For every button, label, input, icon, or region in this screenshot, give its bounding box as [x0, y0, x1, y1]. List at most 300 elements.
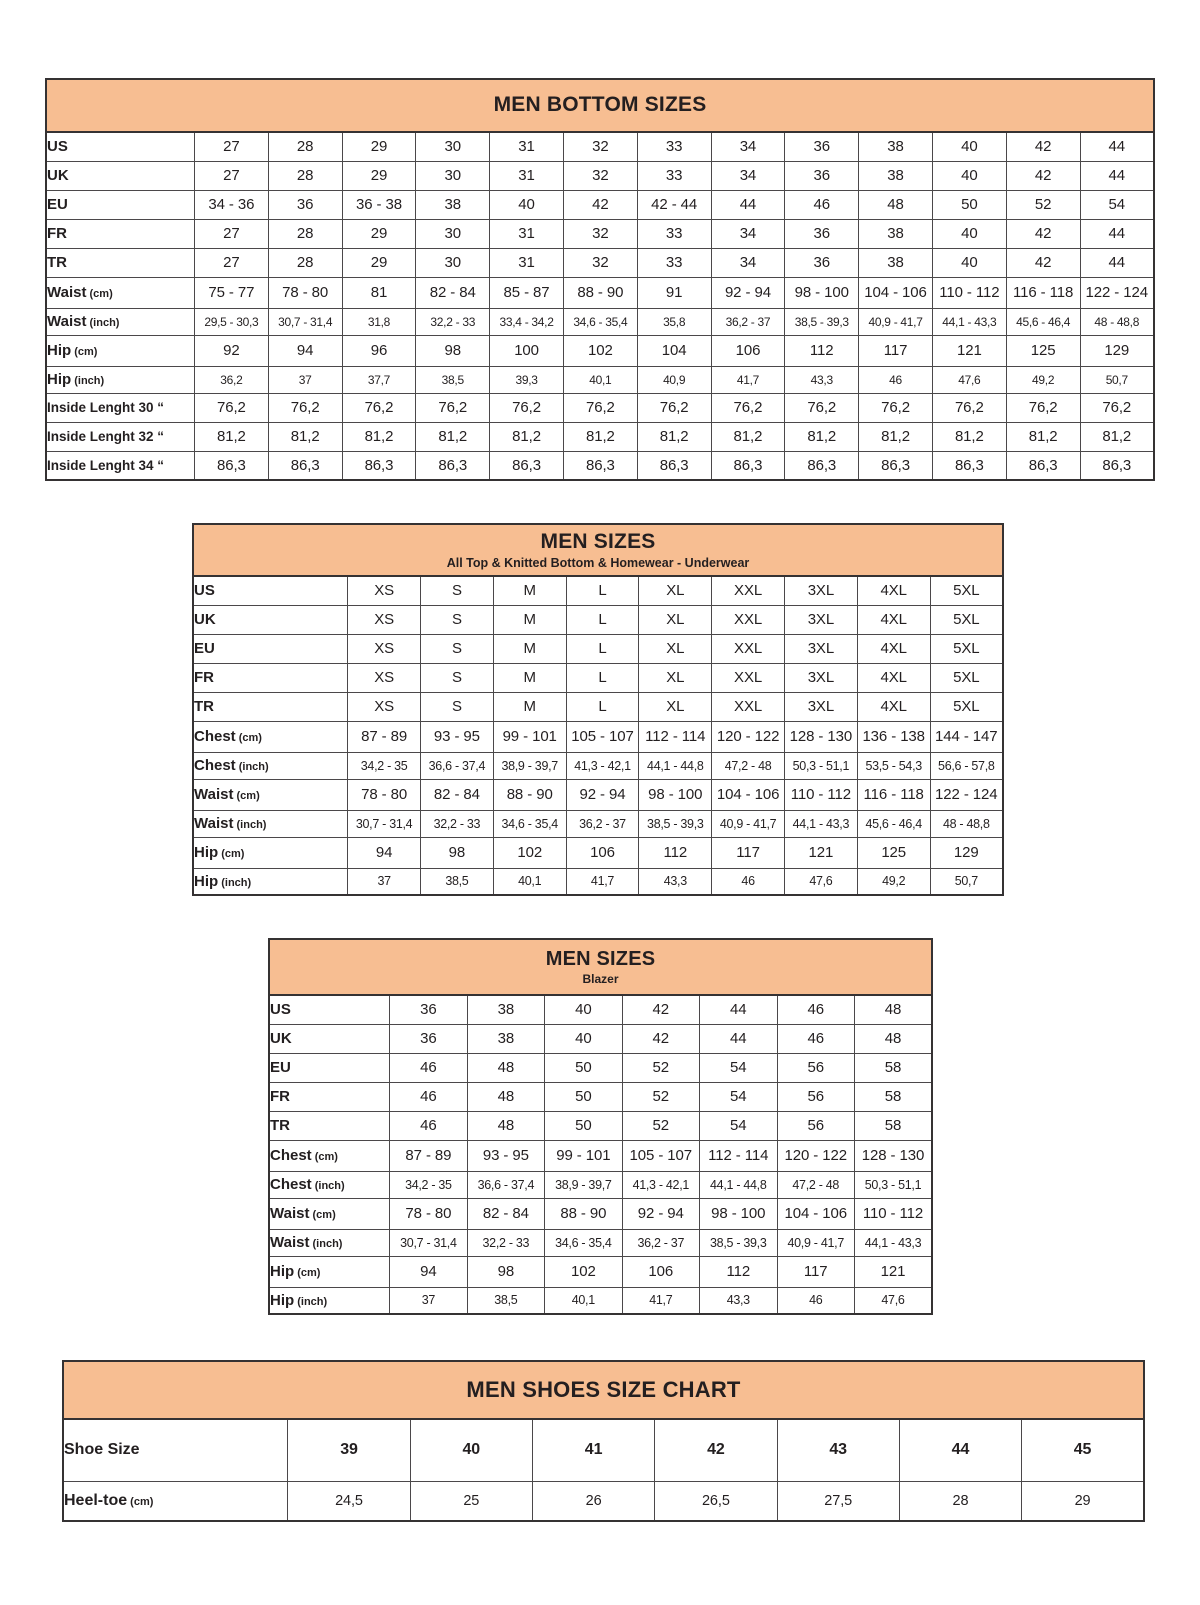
- table-row-group: [193, 605, 1003, 634]
- table-cell: 49,2: [1006, 366, 1080, 393]
- table-row: [193, 576, 1003, 605]
- table-cell: 100: [490, 335, 564, 366]
- row-label-text: TR: [270, 1117, 290, 1134]
- table-cell: 86,3: [637, 451, 711, 480]
- table-cell: 36,2: [194, 366, 268, 393]
- table-cell: 34 - 36: [194, 190, 268, 219]
- row-label: [269, 1111, 390, 1140]
- table-cell: 44,1 - 43,3: [932, 308, 1006, 335]
- table-cell: 129: [930, 837, 1003, 868]
- table-cell: 41: [532, 1419, 654, 1481]
- table-row-group: [46, 451, 1154, 480]
- table-cell: S: [421, 692, 494, 721]
- row-label: [46, 335, 194, 366]
- table-row-group: [269, 1053, 932, 1082]
- table-cell: 112: [785, 335, 859, 366]
- table-cell: 38,5: [416, 366, 490, 393]
- table-cell: 46: [390, 1053, 467, 1082]
- row-label: [193, 837, 348, 868]
- table-cell: 3XL: [784, 634, 857, 663]
- row-label: [193, 692, 348, 721]
- row-label: [46, 190, 194, 219]
- table-cell: 106: [711, 335, 785, 366]
- table-cell: 92 - 94: [711, 277, 785, 308]
- table-cell: 86,3: [563, 451, 637, 480]
- table-cell: 50,7: [1080, 366, 1154, 393]
- table-cell: XS: [348, 605, 421, 634]
- table-cell: 37: [390, 1287, 467, 1314]
- row-unit-label: (cm): [311, 1151, 338, 1163]
- table-cell: 81,2: [785, 422, 859, 451]
- table-cell: 47,2 - 48: [712, 752, 785, 779]
- table-cell: 86,3: [859, 451, 933, 480]
- table-cell: 3XL: [784, 576, 857, 605]
- table-cell: 46: [859, 366, 933, 393]
- table-cell: 86,3: [490, 451, 564, 480]
- table-cell: 99 - 101: [493, 721, 566, 752]
- row-label-text: FR: [270, 1088, 290, 1105]
- table-cell: 29,5 - 30,3: [194, 308, 268, 335]
- table-cell: XXL: [712, 576, 785, 605]
- row-label: [269, 1053, 390, 1082]
- table-cell: 82 - 84: [416, 277, 490, 308]
- table-cell: 76,2: [416, 393, 490, 422]
- row-label-text: Waist: [47, 284, 87, 301]
- section-men-shoes-size-chart: [62, 1360, 1145, 1522]
- table-cell: 38: [859, 219, 933, 248]
- table-cell: 29: [342, 248, 416, 277]
- table-cell: L: [566, 605, 639, 634]
- table-row: [193, 752, 1003, 779]
- table-row: [46, 161, 1154, 190]
- table-cell: 86,3: [416, 451, 490, 480]
- table-cell: 42: [622, 1024, 699, 1053]
- row-label: [46, 161, 194, 190]
- table-cell: 43: [777, 1419, 899, 1481]
- table-cell: 38: [467, 1024, 544, 1053]
- table-cell: 38,5: [421, 868, 494, 895]
- table-header-band: [269, 939, 932, 995]
- table-row-group: [193, 576, 1003, 605]
- row-label-text: UK: [194, 611, 216, 628]
- row-unit-label: (cm): [127, 1495, 154, 1508]
- table-cell: 102: [563, 335, 637, 366]
- table-cell: 116 - 118: [857, 779, 930, 810]
- table-cell: 40,9 - 41,7: [859, 308, 933, 335]
- table-cell: 120 - 122: [712, 721, 785, 752]
- table-cell: 44: [1080, 161, 1154, 190]
- table-cell: 38,5: [467, 1287, 544, 1314]
- table-cell: 88 - 90: [563, 277, 637, 308]
- row-unit-label: (inch): [309, 1238, 343, 1250]
- table-header-band: [193, 524, 1003, 576]
- table-row: [63, 1481, 1144, 1521]
- table-title: MEN SIZES: [540, 530, 656, 554]
- table-cell: 112: [639, 837, 712, 868]
- row-label: [269, 1256, 390, 1287]
- table-cell: XL: [639, 576, 712, 605]
- table-cell: 34,6 - 35,4: [493, 810, 566, 837]
- table-row-group: [269, 1198, 932, 1256]
- table-cell: 47,6: [854, 1287, 932, 1314]
- table-cell: 86,3: [342, 451, 416, 480]
- table-row: [46, 335, 1154, 366]
- table-row-group: [63, 1419, 1144, 1481]
- row-label-text: Heel-toe: [64, 1491, 128, 1509]
- table-cell: 40: [545, 995, 622, 1024]
- table-row: [46, 366, 1154, 393]
- table-cell: 46: [390, 1082, 467, 1111]
- row-label-text: TR: [194, 698, 214, 715]
- row-unit-label: (inch): [311, 1180, 345, 1192]
- table-cell: 48 - 48,8: [930, 810, 1003, 837]
- table-row: [269, 1256, 932, 1287]
- table-cell: 81,2: [1080, 422, 1154, 451]
- table-cell: 54: [700, 1082, 777, 1111]
- table-cell: 40,9 - 41,7: [712, 810, 785, 837]
- row-unit-label: (cm): [294, 1267, 321, 1279]
- row-label: [46, 422, 194, 451]
- table-cell: 46: [712, 868, 785, 895]
- table-cell: 28: [899, 1481, 1021, 1521]
- table-row-group: [46, 190, 1154, 219]
- table-cell: 48: [467, 1111, 544, 1140]
- table-cell: 31: [490, 248, 564, 277]
- table-cell: XXL: [712, 663, 785, 692]
- table-cell: 76,2: [268, 393, 342, 422]
- table-cell: 47,2 - 48: [777, 1171, 854, 1198]
- table-row: [269, 995, 932, 1024]
- table-cell: 4XL: [857, 576, 930, 605]
- table-cell: 82 - 84: [421, 779, 494, 810]
- table-cell: 33: [637, 132, 711, 161]
- row-unit-label: (inch): [233, 819, 267, 831]
- table-cell: 27: [194, 132, 268, 161]
- table-row: [193, 692, 1003, 721]
- table-cell: 102: [493, 837, 566, 868]
- table-cell: 5XL: [930, 576, 1003, 605]
- row-label-text: FR: [194, 669, 214, 686]
- table-cell: 33: [637, 219, 711, 248]
- table-row: [46, 190, 1154, 219]
- row-unit-label: (cm): [235, 732, 262, 744]
- row-unit-label: (cm): [309, 1209, 336, 1221]
- table-cell: 88 - 90: [493, 779, 566, 810]
- table-cell: M: [493, 663, 566, 692]
- table-cell: 85 - 87: [490, 277, 564, 308]
- table-cell: 81,2: [268, 422, 342, 451]
- table-row-group: [193, 779, 1003, 837]
- table-cell: 42 - 44: [637, 190, 711, 219]
- row-label: [46, 277, 194, 308]
- table-cell: 78 - 80: [390, 1198, 467, 1229]
- table-cell: 76,2: [932, 393, 1006, 422]
- row-label-text: Hip: [194, 844, 219, 861]
- table-cell: 30: [416, 132, 490, 161]
- table-cell: 54: [700, 1053, 777, 1082]
- table-cell: 48: [859, 190, 933, 219]
- table-cell: 136 - 138: [857, 721, 930, 752]
- row-label: [193, 868, 348, 895]
- row-unit-label: (inch): [218, 876, 252, 889]
- table-row: [193, 605, 1003, 634]
- row-unit-label: (cm): [71, 346, 98, 358]
- row-label-text: Waist: [270, 1205, 310, 1222]
- row-label: [193, 663, 348, 692]
- row-label-text: TR: [47, 254, 67, 271]
- table-cell: 29: [1022, 1481, 1144, 1521]
- table-cell: 92 - 94: [622, 1198, 699, 1229]
- row-unit-label: (inch): [71, 375, 105, 387]
- table-cell: 86,3: [194, 451, 268, 480]
- table-cell: 28: [268, 219, 342, 248]
- table-cell: 36: [785, 161, 859, 190]
- table-cell: 96: [342, 335, 416, 366]
- table-cell: 3XL: [784, 663, 857, 692]
- table-cell: S: [421, 663, 494, 692]
- table-row: [46, 132, 1154, 161]
- row-label: [269, 1171, 390, 1198]
- table-cell: 48 - 48,8: [1080, 308, 1154, 335]
- table-cell: 53,5 - 54,3: [857, 752, 930, 779]
- table-row-group: [193, 663, 1003, 692]
- table-cell: 93 - 95: [467, 1140, 544, 1171]
- table-cell: 30: [416, 219, 490, 248]
- table-cell: 106: [566, 837, 639, 868]
- table-cell: 47,6: [784, 868, 857, 895]
- table-cell: 94: [348, 837, 421, 868]
- table-row-group: [269, 1024, 932, 1053]
- table-cell: 37: [348, 868, 421, 895]
- table-cell: 4XL: [857, 605, 930, 634]
- table-cell: 41,3 - 42,1: [566, 752, 639, 779]
- table-cell: 34: [711, 219, 785, 248]
- table-row-group: [269, 1140, 932, 1198]
- table-cell: 46: [777, 1287, 854, 1314]
- table-row: [269, 1229, 932, 1256]
- row-label-text: Waist: [270, 1234, 310, 1251]
- table-cell: 38,9 - 39,7: [493, 752, 566, 779]
- table-cell: 82 - 84: [467, 1198, 544, 1229]
- table-cell: 110 - 112: [854, 1198, 932, 1229]
- table-cell: 81,2: [194, 422, 268, 451]
- table-cell: 3XL: [784, 605, 857, 634]
- table-cell: L: [566, 634, 639, 663]
- table-cell: 42: [1006, 248, 1080, 277]
- table-cell: 46: [777, 1024, 854, 1053]
- table-cell: 105 - 107: [566, 721, 639, 752]
- table-row-group: [46, 219, 1154, 248]
- table-cell: 32,2 - 33: [421, 810, 494, 837]
- section-men-sizes-blazer: [268, 938, 933, 1315]
- table-subtitle: All Top & Knitted Bottom & Homewear - Underwear: [446, 555, 750, 570]
- table-cell: 44: [1080, 248, 1154, 277]
- table-cell: 30,7 - 31,4: [268, 308, 342, 335]
- table-cell: 76,2: [490, 393, 564, 422]
- table-cell: 52: [1006, 190, 1080, 219]
- table-cell: 56: [777, 1082, 854, 1111]
- row-label: [269, 1229, 390, 1256]
- table-cell: 117: [777, 1256, 854, 1287]
- row-label-text: US: [194, 582, 215, 600]
- table-cell: L: [566, 692, 639, 721]
- table-cell: 122 - 124: [930, 779, 1003, 810]
- table-cell: 29: [342, 161, 416, 190]
- table-cell: 86,3: [1080, 451, 1154, 480]
- table-cell: 81,2: [711, 422, 785, 451]
- table-cell: 104: [637, 335, 711, 366]
- table-cell: M: [493, 692, 566, 721]
- table-cell: 121: [932, 335, 1006, 366]
- row-label: [46, 308, 194, 335]
- table-cell: 33: [637, 161, 711, 190]
- table-cell: 81,2: [342, 422, 416, 451]
- table-cell: 31: [490, 219, 564, 248]
- table-cell: L: [566, 663, 639, 692]
- table-cell: 76,2: [563, 393, 637, 422]
- table-cell: 76,2: [1080, 393, 1154, 422]
- table-cell: 45: [1022, 1419, 1144, 1481]
- table-cell: 36,2 - 37: [566, 810, 639, 837]
- table-cell: 76,2: [859, 393, 933, 422]
- table-cell: 76,2: [342, 393, 416, 422]
- table-cell: 34,2 - 35: [348, 752, 421, 779]
- table-row: [46, 248, 1154, 277]
- table-cell: S: [421, 634, 494, 663]
- table-cell: 93 - 95: [421, 721, 494, 752]
- table-cell: 31: [490, 161, 564, 190]
- table-cell: 4XL: [857, 663, 930, 692]
- table-cell: 86,3: [785, 451, 859, 480]
- table-cell: 56: [777, 1111, 854, 1140]
- row-label-text: Inside Lenght 34 “: [47, 457, 165, 473]
- row-label: [269, 1024, 390, 1053]
- table-cell: 5XL: [930, 634, 1003, 663]
- table-cell: 102: [545, 1256, 622, 1287]
- table-cell: 91: [637, 277, 711, 308]
- row-label: [269, 1287, 390, 1314]
- table-cell: 121: [854, 1256, 932, 1287]
- table-cell: 81,2: [637, 422, 711, 451]
- row-label-text: UK: [270, 1030, 292, 1047]
- table-cell: 29: [342, 219, 416, 248]
- table-cell: 144 - 147: [930, 721, 1003, 752]
- table-cell: 27: [194, 219, 268, 248]
- table-cell: 48: [854, 1024, 932, 1053]
- table-cell: 34: [711, 161, 785, 190]
- table-cell: 78 - 80: [268, 277, 342, 308]
- table-cell: 75 - 77: [194, 277, 268, 308]
- table-cell: 46: [390, 1111, 467, 1140]
- table-cell: 27,5: [777, 1481, 899, 1521]
- table-cell: 40: [932, 248, 1006, 277]
- table-cell: 50,7: [930, 868, 1003, 895]
- table-cell: 50,3 - 51,1: [784, 752, 857, 779]
- table-cell: 49,2: [857, 868, 930, 895]
- table-cell: 56,6 - 57,8: [930, 752, 1003, 779]
- table-row: [63, 1419, 1144, 1481]
- table-row-group: [269, 1256, 932, 1314]
- row-label-text: EU: [270, 1059, 291, 1076]
- table-cell: 40,9 - 41,7: [777, 1229, 854, 1256]
- table-cell: 56: [777, 1053, 854, 1082]
- table-cell: 81,2: [490, 422, 564, 451]
- row-label-text: US: [270, 1001, 291, 1019]
- table-cell: 32: [563, 248, 637, 277]
- row-label-text: Chest: [270, 1176, 312, 1193]
- table-cell: 35,8: [637, 308, 711, 335]
- table-cell: 112 - 114: [639, 721, 712, 752]
- table-cell: 44,1 - 43,3: [784, 810, 857, 837]
- table-row-group: [193, 692, 1003, 721]
- table-cell: 48: [854, 995, 932, 1024]
- table-cell: 41,3 - 42,1: [622, 1171, 699, 1198]
- table-cell: 128 - 130: [854, 1140, 932, 1171]
- table-cell: 40,9: [637, 366, 711, 393]
- table-cell: 122 - 124: [1080, 277, 1154, 308]
- table-cell: 86,3: [268, 451, 342, 480]
- table-cell: 36,2 - 37: [711, 308, 785, 335]
- table-cell: 81,2: [563, 422, 637, 451]
- table-cell: 3XL: [784, 692, 857, 721]
- table-cell: XS: [348, 663, 421, 692]
- table-cell: 52: [622, 1053, 699, 1082]
- table-cell: 40: [410, 1419, 532, 1481]
- table-cell: 92: [194, 335, 268, 366]
- table-cell: 87 - 89: [348, 721, 421, 752]
- table-cell: 54: [1080, 190, 1154, 219]
- table-cell: 42: [622, 995, 699, 1024]
- table-cell: 81,2: [1006, 422, 1080, 451]
- row-label: [46, 451, 194, 480]
- table-cell: XXL: [712, 692, 785, 721]
- table-row: [46, 393, 1154, 422]
- table-cell: 28: [268, 132, 342, 161]
- row-unit-label: (inch): [294, 1295, 328, 1308]
- table-cell: 58: [854, 1053, 932, 1082]
- table-cell: XXL: [712, 634, 785, 663]
- table-cell: 34: [711, 248, 785, 277]
- row-label-text: Hip: [270, 1291, 295, 1309]
- table-cell: 31: [490, 132, 564, 161]
- table-cell: 104 - 106: [859, 277, 933, 308]
- table-cell: 88 - 90: [545, 1198, 622, 1229]
- table-cell: 31,8: [342, 308, 416, 335]
- table-cell: XS: [348, 692, 421, 721]
- table-cell: 76,2: [785, 393, 859, 422]
- table-cell: 36,2 - 37: [622, 1229, 699, 1256]
- row-label-text: Hip: [194, 872, 219, 890]
- table-row: [193, 721, 1003, 752]
- table-cell: 52: [622, 1111, 699, 1140]
- table-cell: 34: [711, 132, 785, 161]
- table-cell: 125: [857, 837, 930, 868]
- table-cell: 98 - 100: [785, 277, 859, 308]
- row-label-text: Hip: [47, 371, 72, 388]
- table-cell: 125: [1006, 335, 1080, 366]
- table-cell: 86,3: [711, 451, 785, 480]
- table-cell: 105 - 107: [622, 1140, 699, 1171]
- table-cell: 87 - 89: [390, 1140, 467, 1171]
- table-cell: 40: [545, 1024, 622, 1053]
- row-label: [46, 393, 194, 422]
- table-men-sizes-top: [192, 523, 1004, 896]
- table-row: [193, 779, 1003, 810]
- table-cell: 46: [777, 995, 854, 1024]
- table-cell: 34,2 - 35: [390, 1171, 467, 1198]
- table-title: MEN SIZES: [545, 948, 656, 970]
- table-row-group: [46, 132, 1154, 161]
